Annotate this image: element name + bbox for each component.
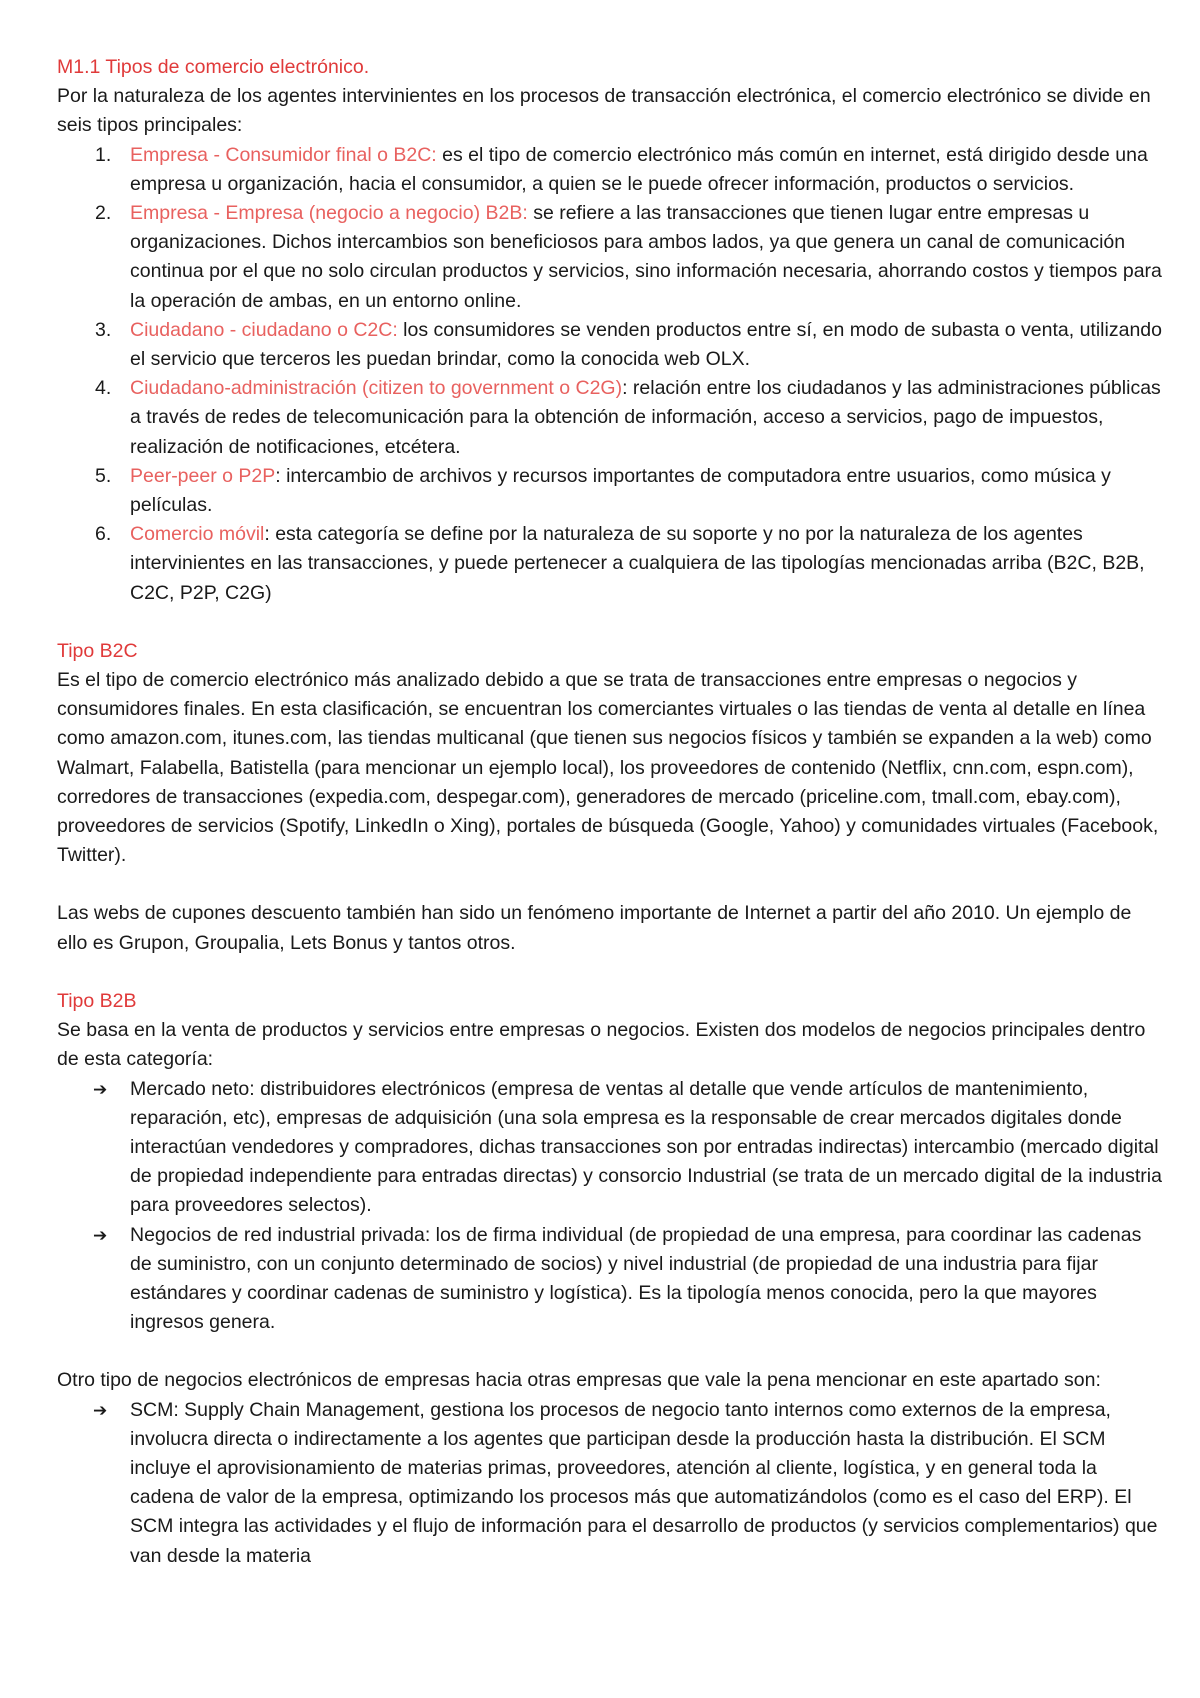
b2b-intro: Se basa en la venta de productos y servicios entre empresas o negocios. Existen dos modelos de negocios principales dentro de esta categoría: (57, 1019, 1146, 1071)
list-number: 6. (95, 523, 112, 546)
list-text: Mercado neto: distribuidores electrónicos (empresa de ventas al detalle que vende artículos de mantenimiento, reparación, etc), empresas de adquisición (una sola empresa es la responsable de crear mercados digitales donde interactúan vendedores y compradores, dichas transacciones son por entradas indirectas) intercambio (mercado digital de propiedad independiente para entradas directas) y consorcio Industrial (se trata de un mercado digital de la industria para proveedores selectos). (130, 1077, 1162, 1217)
list-text: : esta categoría se define por la naturaleza de su soporte y no por la naturaleza de los agentes intervinientes en las transacciones, y puede pertenecer a cualquiera de las tipologías mencionadas arriba (B2C, B2B, C2C, P2P, C2G) (130, 523, 1145, 604)
list-item (57, 462, 1162, 520)
list-item (57, 316, 1162, 374)
list-term: Ciudadano-administración (citizen to government o C2G) (130, 377, 623, 400)
list-text: : intercambio de archivos y recursos importantes de computadora entre usuarios, como música y películas. (130, 464, 1111, 517)
other-types-paragraph: Otro tipo de negocios electrónicos de empresas hacia otras empresas que vale la pena mencionar en este apartado son: (57, 1369, 1101, 1392)
list-text: SCM: Supply Chain Management, gestiona los procesos de negocio tanto internos como externos de la empresa, involucra directa o indirectamente a los agentes que participan desde la producción hasta la distribución. El SCM incluye el aprovisionamiento de materias primas, proveedores, atención al cliente, logística, y en general toda la cadena de valor de la empresa, optimizando los procesos más que automatizándolos (como es el caso del ERP). El SCM integra las actividades y el flujo de información para el desarrollo de productos (y servicios complementarios) que van desde la materia (130, 1398, 1158, 1567)
list-number: 2. (95, 202, 112, 225)
arrow-bullet-icon: ➔ (93, 1400, 108, 1420)
spacer (57, 870, 1162, 899)
b2c-paragraph: Es el tipo de comercio electrónico más analizado debido a que se trata de transacciones entre empresas o negocios y consumidores finales. En esta clasificación, se encuentran los comerciantes virtuales o las tiendas de venta al detalle en línea como amazon.com, itunes.com, las tiendas multicanal (que tienen sus negocios físicos y también se expanden a la web) como Walmart, Falabella, Batistella (para mencionar un ejemplo local), los proveedores de contenido (Netflix, cnn.com, espn.com), corredores de transacciones (expedia.com, despegar.com), generadores de mercado (priceline.com, tmall.com, ebay.com), proveedores de servicios (Spotify, LinkedIn o Xing), portales de búsqueda (Google, Yahoo) y comunidades virtuales (Facebook, Twitter). (57, 669, 1159, 867)
list-term: Empresa - Consumidor final o B2C: (130, 143, 437, 166)
list-item (57, 1221, 1162, 1338)
list-item (57, 141, 1162, 199)
list-item (57, 520, 1162, 608)
b2b-models-list (57, 1075, 1162, 1338)
list-term: Ciudadano - ciudadano o C2C: (130, 318, 398, 341)
coupons-paragraph: Las webs de cupones descuento también han sido un fenómeno importante de Internet a partir del año 2010. Un ejemplo de ello es Grupon, Groupalia, Lets Bonus y tantos otros. (57, 902, 1132, 954)
spacer (57, 1337, 1162, 1366)
list-term: Comercio móvil (130, 523, 265, 546)
list-term: Empresa - Empresa (negocio a negocio) B2B: (130, 202, 528, 225)
list-term: Peer-peer o P2P (130, 464, 276, 487)
list-text: Negocios de red industrial privada: los de firma individual (de propiedad de una empresa, para coordinar las cadenas de suministro, con un conjunto determinado de socios) y nivel industrial (de propiedad de una industria para fijar estándares y coordinar cadenas de suministro y logística). Es la tipología menos conocida, pero la que mayores ingresos genera. (130, 1223, 1142, 1334)
section-intro: Por la naturaleza de los agentes intervinientes en los procesos de transacción electrónica, el comercio electrónico se divide en seis tipos principales: (57, 85, 1151, 137)
list-number: 1. (95, 143, 112, 166)
list-text: se refiere a las transacciones que tienen lugar entre empresas u organizaciones. Dichos intercambios son beneficiosos para ambos lados, ya que genera un canal de comunicación continua por el que no solo circulan productos y servicios, sino información necesaria, ahorrando costos y tiempos para la operación de ambas, en un entorno online. (130, 202, 1162, 312)
list-item (57, 374, 1162, 462)
list-item (57, 199, 1162, 316)
section-title: M1.1 Tipos de comercio electrónico. (57, 56, 370, 78)
list-text: los consumidores se venden productos entre sí, en modo de subasta o venta, utilizando el servicio que terceros les puedan brindar, como la conocida web OLX. (130, 318, 1162, 371)
list-item (57, 1075, 1162, 1221)
document-page (57, 53, 1162, 1571)
spacer (57, 958, 1162, 987)
list-text: es el tipo de comercio electrónico más común en internet, está dirigido desde una empresa u organización, hacia el consumidor, a quien se le puede ofrecer información, productos o servicios. (130, 143, 1148, 195)
arrow-bullet-icon: ➔ (93, 1225, 108, 1245)
list-item (57, 1396, 1162, 1571)
list-text: : relación entre los ciudadanos y las administraciones públicas a través de redes de telecomunicación para la obtención de información, acceso a servicios, pago de impuestos, realización de notificaciones, etcétera. (130, 377, 1161, 458)
list-number: 3. (95, 318, 112, 341)
spacer (57, 608, 1162, 637)
list-number: 5. (95, 464, 112, 487)
b2b-heading: Tipo B2B (57, 989, 137, 1012)
types-list (57, 141, 1162, 608)
arrow-bullet-icon: ➔ (93, 1079, 108, 1099)
other-types-list (57, 1396, 1162, 1571)
b2c-heading: Tipo B2C (57, 639, 138, 662)
list-number: 4. (95, 377, 112, 400)
